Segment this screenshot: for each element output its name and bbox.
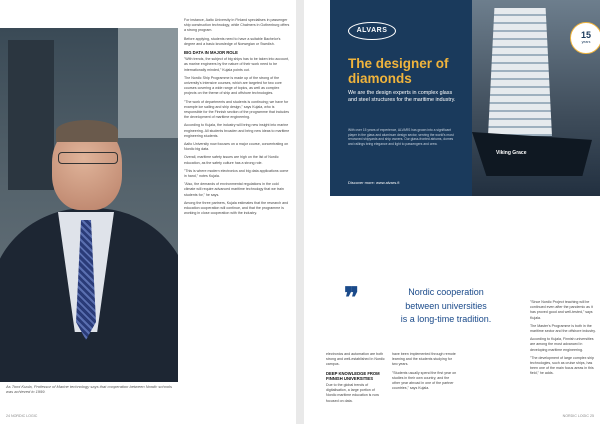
- photo-caption: As Tomi Kuola, Professor of Marine technology says that cooperation between Nordic schools was achieved in 1999.: [6, 384, 172, 394]
- brand-logo: ALVARS: [348, 22, 396, 40]
- advertisement[interactable]: [330, 0, 600, 196]
- badge-unit: years: [581, 40, 591, 44]
- ad-headline: The designer of diamonds: [348, 56, 449, 86]
- paragraph: electronics and automation are both strong and well-established in Nordic campus.: [326, 352, 385, 367]
- pull-quote-line: Nordic cooperation: [408, 287, 484, 297]
- article-column: [530, 300, 596, 380]
- glasses: [58, 152, 118, 164]
- ship-hull: [472, 132, 592, 176]
- paragraph: Before applying, students need to have a suitable Bachelor's degree and a basic knowledge of Norwegian or Swedish.: [184, 36, 281, 46]
- ad-link[interactable]: Discover more: www.alvars.fi: [348, 180, 400, 185]
- badge-number: 15: [580, 30, 591, 40]
- paragraph: "Students usually spend the first year on studies in their own country, and the other year abroad in one of the partner countries," says Kujala.: [392, 370, 457, 391]
- left-page: [0, 0, 296, 424]
- pull-quote-line: is a long-time tradition.: [400, 314, 492, 324]
- section-heading: BIG DATA IN MAJOR ROLE: [184, 50, 238, 56]
- paragraph: "Since Nordic Project teaching will be continued even after the pandemic as it has proved good and well-tested," says Kujala.: [530, 300, 593, 320]
- background-window: [8, 40, 54, 190]
- ad-subheadline: We are the design experts in complex glass and steel structures for the maritime industry.: [348, 90, 456, 103]
- ship-superstructure: [488, 8, 552, 136]
- paragraph: "The development of large complex ship technologies, such as cruise ships, has been one of the main focus areas in this field," he adds.: [530, 355, 595, 376]
- hair: [56, 120, 118, 142]
- portrait-photo: [0, 28, 178, 382]
- article-column: [392, 352, 458, 394]
- background-window: [118, 28, 178, 138]
- paragraph: According to Kujala, the industry will bring new insight into marine engineering. All students broaden and bring new ideas to maritime engineering students.: [184, 123, 290, 138]
- page-footer: NORDIC LOGIC 25: [562, 414, 594, 418]
- paragraph: According to Kujala, Finnish universities are among the most advanced in developing maritime engineering.: [530, 337, 594, 352]
- ship-image: [472, 0, 600, 196]
- paragraph: For instance, Aalto University in Finland specialises in passenger ship construction technology, while Chalmers in Gothenburg offers a strong program.: [184, 18, 290, 33]
- pull-quote: [366, 286, 526, 327]
- page-footer: 24 NORDIC LOGIC: [6, 414, 38, 418]
- paragraph: The Nordic Ship Programme is made up of the strong of the university's intensive courses, which are targeted for two core courses covering a wide range of topics, as well as complex projects on the theme of ship and offshore technologies.: [184, 75, 282, 96]
- ad-body: With over 15 years of experience, ALVARS has grown into a significant player in the glass and aluminum design sector, serving the world's most renowned shipyards and ship owners. Our glass-fronted atriums, domes and railings bring elegance and light to passengers and crew.: [348, 128, 454, 146]
- paragraph: "The work of departments and students is continuing; we have for example ice sailing and ship design," says Kujala, who is responsible for the Finnish section of the programme that includes the development of maritime engineering.: [184, 99, 290, 120]
- paragraph: The Master's Programme is both in the maritime sector and the offshore industry.: [530, 323, 596, 334]
- paragraph: Aalto University now focuses on a major course, concentrating on Nordic big data.: [184, 142, 289, 152]
- paragraph: have been implemented through remote learning and the students studying for two years.: [392, 352, 456, 367]
- anniversary-badge: [570, 22, 600, 54]
- article-column: [184, 18, 290, 220]
- paragraph: "This is where modern electronics and big data applications come in hand," notes Kujala.: [184, 168, 289, 179]
- paragraph: Among the three partners, Kujala estimates that the research and education cooperation will continue, and that the programme is working in close cooperation with the industry.: [184, 200, 289, 216]
- paragraph: Due to the global trends of digitalisation, a large portion of Nordic maritime education is now focused on data.: [326, 383, 379, 403]
- quote-mark-icon: ❞: [344, 281, 360, 314]
- section-heading: DEEP KNOWLEDGE FROM FINNISH UNIVERSITIES: [326, 370, 380, 381]
- right-page: [304, 0, 600, 424]
- paragraph: Overall, maritime safety issues are high on the list of Nordic education, as the safety culture has a strong role.: [184, 155, 279, 165]
- paragraph: "With trends, the subject of big ships has to be taken into account, as marine engineers by the nature of their work need to be internationally minded," Kujala points out.: [184, 57, 289, 72]
- pull-quote-line: between universities: [405, 300, 487, 311]
- paragraph: "Also, the demands of environmental regulations in the cold climate will require advanced maritime technology that we train students for," he says.: [184, 182, 284, 197]
- ship-name: Viking Grace: [496, 150, 527, 156]
- article-column: [326, 352, 386, 407]
